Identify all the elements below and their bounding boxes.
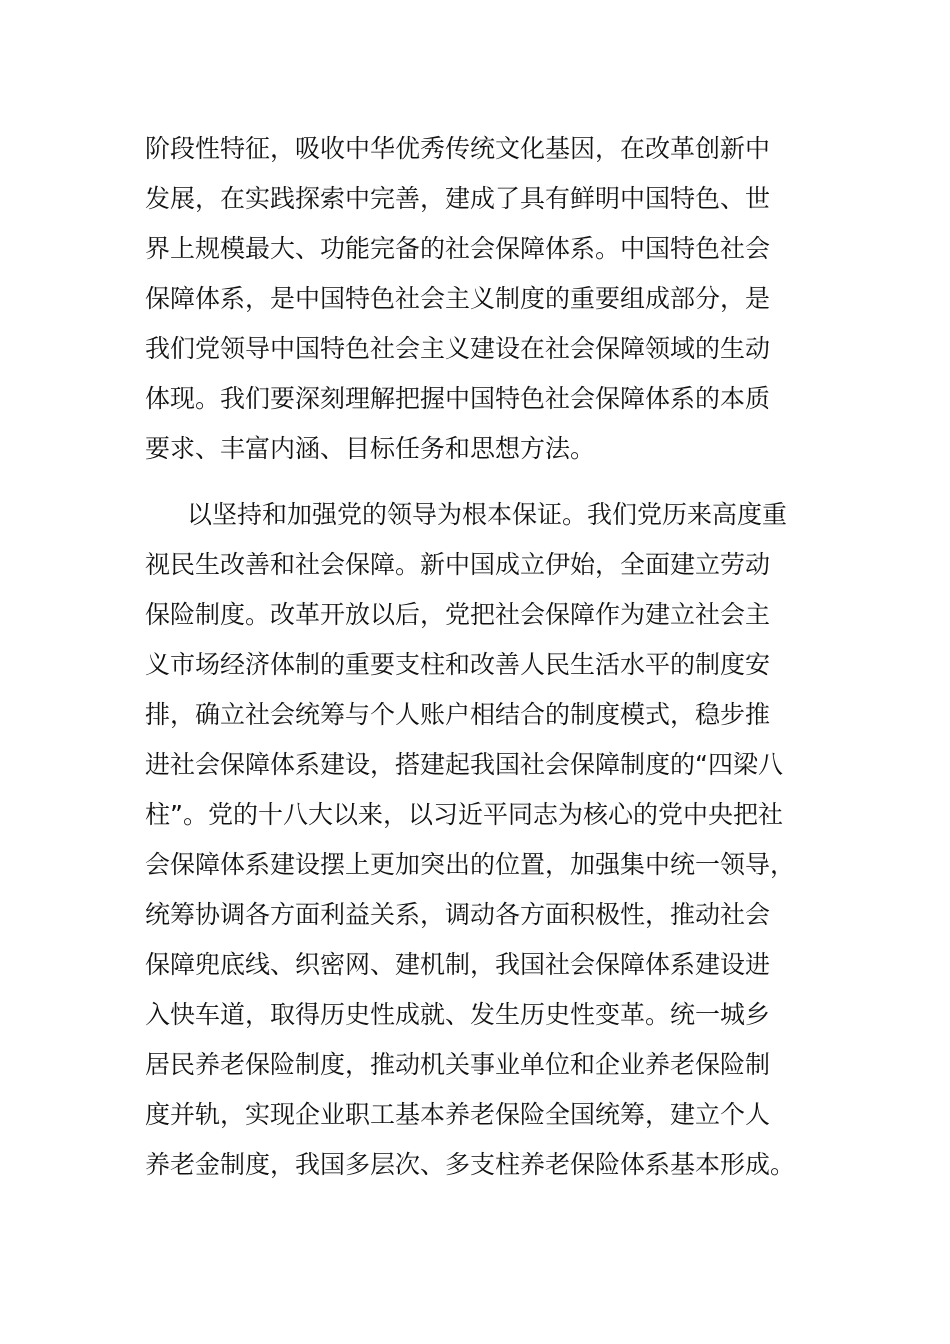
paragraph-line: 排，确立社会统筹与个人账户相结合的制度模式，稳步推 bbox=[145, 700, 771, 729]
paragraph-line: 界上规模最大、功能完备的社会保障体系。中国特色社会 bbox=[145, 234, 771, 263]
paragraph-line: 义市场经济体制的重要支柱和改善人民生活水平的制度安 bbox=[145, 650, 771, 679]
paragraph-line: 以坚持和加强党的领导为根本保证。我们党历来高度重 bbox=[187, 500, 788, 529]
paragraph-line: 保险制度。改革开放以后，党把社会保障作为建立社会主 bbox=[145, 600, 771, 629]
paragraph-line: 入快车道，取得历史性成就、发生历史性变革。统一城乡 bbox=[145, 1000, 771, 1029]
paragraph-line: 柱”。党的十八大以来，以习近平同志为核心的党中央把社 bbox=[145, 800, 783, 829]
paragraph-line: 发展，在实践探索中完善，建成了具有鲜明中国特色、世 bbox=[145, 184, 771, 213]
paragraph-line: 度并轨，实现企业职工基本养老保险全国统筹，建立个人 bbox=[145, 1100, 771, 1129]
paragraph-line: 养老金制度，我国多层次、多支柱养老保险体系基本形成。 bbox=[145, 1150, 796, 1179]
paragraph-line: 保障体系，是中国特色社会主义制度的重要组成部分，是 bbox=[145, 284, 771, 313]
paragraph-2 bbox=[145, 490, 810, 1190]
paragraph-line: 要求、丰富内涵、目标任务和思想方法。 bbox=[145, 434, 596, 463]
paragraph-line: 保障兜底线、织密网、建机制，我国社会保障体系建设进 bbox=[145, 950, 771, 979]
paragraph-line: 进社会保障体系建设，搭建起我国社会保障制度的“四梁八 bbox=[145, 750, 783, 779]
paragraph-line: 统筹协调各方面利益关系，调动各方面积极性，推动社会 bbox=[145, 900, 771, 929]
paragraph-line: 居民养老保险制度，推动机关事业单位和企业养老保险制 bbox=[145, 1050, 771, 1079]
paragraph-1 bbox=[145, 124, 810, 474]
paragraph-line: 视民生改善和社会保障。新中国成立伊始，全面建立劳动 bbox=[145, 550, 771, 579]
paragraph-line: 阶段性特征，吸收中华优秀传统文化基因，在改革创新中 bbox=[145, 134, 771, 163]
paragraph-line: 我们党领导中国特色社会主义建设在社会保障领域的生动 bbox=[145, 334, 771, 363]
paragraph-line: 体现。我们要深刻理解把握中国特色社会保障体系的本质 bbox=[145, 384, 771, 413]
paragraph-line: 会保障体系建设摆上更加突出的位置，加强集中统一领导， bbox=[145, 850, 796, 879]
